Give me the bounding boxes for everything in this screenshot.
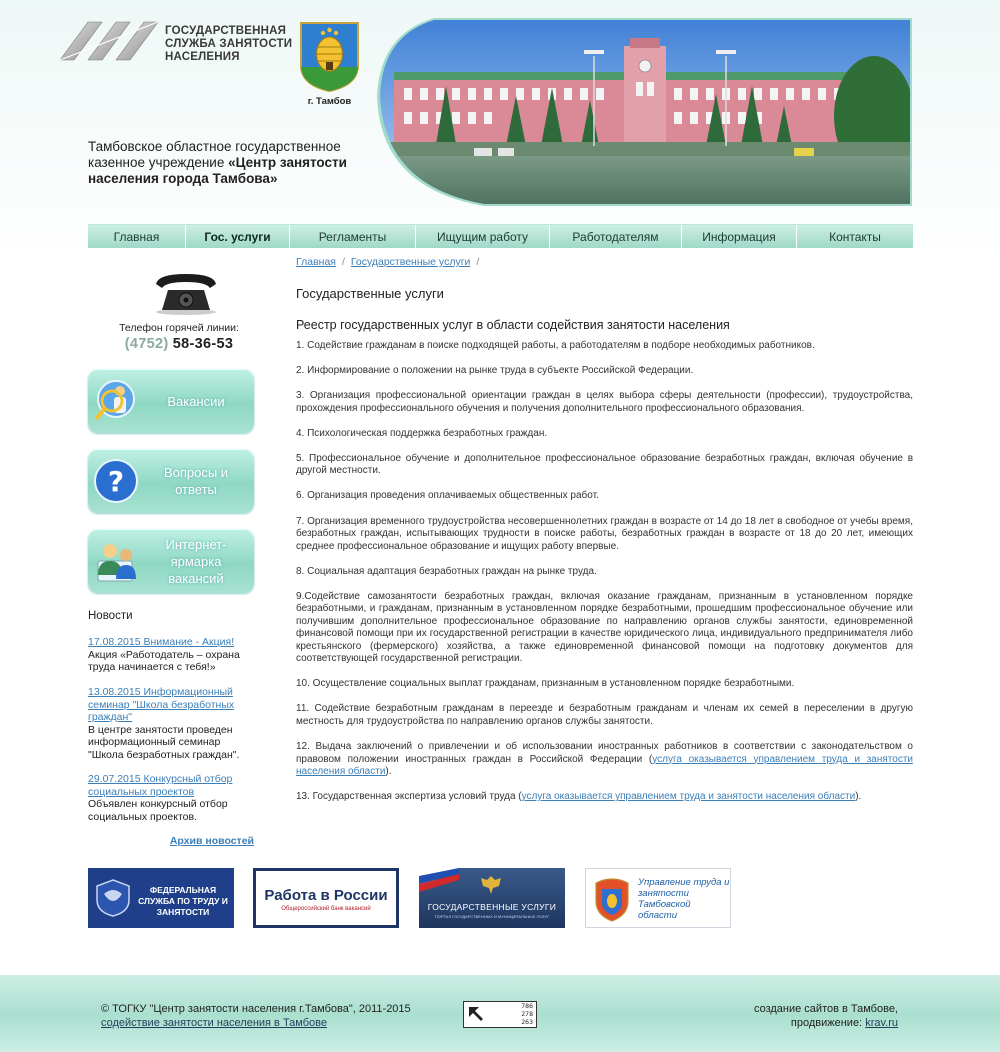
news-archive-link[interactable]: Архив новостей	[169, 835, 254, 847]
news-link[interactable]: 17.08.2015 Внимание - Акция!	[88, 636, 235, 648]
hotline-label: Телефон горячей линии:	[119, 322, 239, 334]
service-item	[296, 741, 913, 779]
service-text: 12. Выдача заключений о привлечении и об использовании иностранных работников в соответствии с законодательством о правовом положении иностранных граждан в Российской Федерации (	[296, 741, 913, 765]
credits-link[interactable]: krav.ru	[865, 1017, 898, 1029]
org-name: ГОСУДАРСТВЕННАЯ СЛУЖБА ЗАНЯТОСТИ НАСЕЛЕНИЯ	[165, 25, 293, 63]
vacancies-button-label: Вакансии	[167, 393, 225, 409]
nav-item-job-seekers[interactable]: Ищущим работу	[416, 225, 550, 249]
news-item	[88, 636, 254, 674]
tambov-coat-of-arms-icon	[299, 21, 360, 93]
visit-counter[interactable]	[463, 1001, 537, 1028]
breadcrumb-separator: /	[341, 256, 345, 268]
copyright-link[interactable]: содействие занятости населения в Тамбове	[101, 1017, 327, 1029]
institution-name	[88, 139, 363, 187]
nav-item-regulations[interactable]: Регламенты	[290, 225, 416, 249]
nav-item-home[interactable]: Главная	[88, 225, 186, 249]
institution-title: «Центр занятости населения города Тамбова»	[88, 155, 347, 186]
hotline-number	[88, 336, 270, 352]
service-item: 4. Психологическая поддержка безработных граждан.	[296, 427, 548, 439]
faq-button-label: Вопросы и ответы	[163, 465, 229, 497]
service-item: 5. Профессиональное обучение и дополнительное профессиональное образование безработных граждан, включая обучение в другой местности.	[296, 452, 913, 477]
employment-service-logo[interactable]	[58, 20, 163, 62]
vacancies-icon	[92, 375, 144, 427]
nav-item-information[interactable]: Информация	[682, 225, 797, 249]
services-list	[296, 340, 913, 816]
utzn-banner[interactable]	[585, 868, 731, 928]
faq-button[interactable]	[88, 449, 254, 513]
header-city-photo	[374, 16, 914, 208]
service-item: 11. Содействие безработным гражданам в переезде и безработным гражданам и членам их семей в переселении в другую местность для трудоустройства по направлению органов службы занятости.	[296, 703, 913, 727]
utzn-banner-text: Управление труда и занятости Тамбовской области	[638, 877, 730, 921]
vacancies-button[interactable]	[88, 369, 254, 433]
service-suffix: ).	[385, 766, 392, 778]
service-item: 9.Содействие самозанятости безработных граждан, включая оказание гражданам, признанным в установленном порядке безработными, и гражданам, признанным в установленном порядке безработными, прошедшим профессиональное обучение или получившим дополнительное профессиональное образование по направлению органов службы занятости, единовременной финансовой помощи при их государственной регистрации в качестве юридического лица, индивидуального предпринимателя либо крестьянского (фермерского) хозяйства, а также единовременной финансовой помощи на подготовку документов для соответствующей государственной регистрации.	[296, 590, 913, 665]
job-fair-button-label: Интернет-ярмарка вакансий	[165, 536, 227, 586]
credits-line: создание сайтов в Тамбове,	[753, 1003, 898, 1015]
telephone-icon	[152, 270, 220, 316]
question-icon	[92, 455, 144, 507]
copyright	[101, 1002, 411, 1030]
main-navigation	[88, 224, 913, 248]
counter-arrow-icon	[467, 1005, 485, 1023]
service-link[interactable]: услуга оказывается управлением труда и занятости населения области	[296, 753, 913, 778]
service-item: 1. Содействие гражданам в поиске подходящей работы, а работодателям в подборе необходимых работников.	[296, 340, 815, 351]
breadcrumb-current[interactable]: Государственные услуги	[350, 256, 471, 268]
news-link[interactable]: 29.07.2015 Конкурсный отбор социальных проектов	[88, 773, 233, 798]
credits-prefix: продвижение:	[790, 1017, 866, 1029]
counter-value: 786	[521, 1002, 533, 1010]
service-item	[296, 791, 913, 804]
trudvsem-banner[interactable]	[253, 868, 399, 928]
service-item: 7. Организация временного трудоустройства несовершеннолетних граждан в возрасте от 14 до 18 лет в свободное от учебы время, безработных граждан, испытывающих трудности в поиске работы, безработных граждан в возрасте от 18 до 20 лет, имеющих среднее профессиональное образование и ищущих работу впервые.	[296, 515, 913, 552]
service-link[interactable]: услуга оказывается управлением труда и занятости населения области	[521, 791, 856, 803]
job-fair-button[interactable]	[88, 529, 254, 593]
tambov-region-emblem-icon	[590, 875, 634, 923]
news-link[interactable]: 13.08.2015 Информационный семинар "Школа безработных граждан"	[88, 686, 235, 723]
service-item: 10. Осуществление социальных выплат гражданам, признанным в установленном порядке безработными.	[296, 678, 795, 690]
gosuslugi-banner-title: ГОСУДАРСТВЕННЫЕ УСЛУГИ	[427, 902, 557, 912]
news-item	[88, 686, 254, 761]
state-eagle-icon	[479, 874, 503, 896]
nav-item-gov-services[interactable]: Гос. услуги	[186, 225, 290, 249]
svg-text:?: ?	[107, 465, 125, 498]
rostrud-banner-text: ФЕДЕРАЛЬНАЯ СЛУЖБА ПО ТРУДУ И ЗАНЯТОСТИ	[138, 885, 228, 917]
trudvsem-banner-subtitle: Общероссийский банк вакансий	[281, 906, 371, 912]
news-text: Объявлен конкурсный отбор социальных проектов.	[88, 798, 228, 823]
rostrud-emblem-icon	[94, 878, 132, 918]
service-item: 6. Организация проведения оплачиваемых общественных работ.	[296, 490, 599, 502]
copyright-text: © ТОГКУ "Центр занятости населения г.Тамбова", 2011-2015	[101, 1003, 411, 1015]
service-item: 2. Информирование о положении на рынке труда в субъекте Российской Федерации.	[296, 365, 694, 377]
registry-title: Реестр государственных услуг в области содействия занятости населения	[296, 318, 730, 332]
service-text: 13. Государственная экспертиза условий труда (	[296, 791, 522, 803]
institution-prefix: Тамбовское областное государственное казенное учреждение	[88, 139, 341, 170]
news-item	[88, 773, 254, 823]
russian-flag-icon	[419, 868, 459, 894]
gosuslugi-banner[interactable]	[419, 868, 565, 928]
site-credits	[754, 1002, 898, 1030]
service-item: 3. Организация профессиональной ориентации граждан в целях выбора сферы деятельности (профессии), трудоустройства, прохождения профессионального обучения и получения дополнительного профессионального образования.	[296, 390, 913, 414]
news-heading: Новости	[88, 610, 133, 622]
breadcrumb	[296, 256, 485, 268]
page-title: Государственные услуги	[296, 286, 444, 301]
trudvsem-banner-title: Работа в России	[264, 887, 388, 904]
gosuslugi-banner-subtitle: ПОРТАЛ ГОСУДАРСТВЕННЫХ И МУНИЦИПАЛЬНЫХ УСЛУГ	[434, 914, 550, 919]
city-caption: г. Тамбов	[307, 96, 352, 107]
breadcrumb-home[interactable]: Главная	[296, 256, 336, 268]
people-icon	[92, 535, 144, 587]
nav-item-contacts[interactable]: Контакты	[829, 230, 881, 244]
rostrud-banner[interactable]	[88, 868, 234, 928]
service-item: 8. Социальная адаптация безработных граждан на рынке труда.	[296, 565, 597, 577]
nav-item-employers[interactable]: Работодателям	[550, 225, 682, 249]
hotline-code: (4752)	[124, 336, 169, 352]
news-text: Акция «Работодатель – охрана труда начинается с тебя!»	[88, 648, 240, 673]
counter-value: 278	[521, 1010, 533, 1018]
breadcrumb-separator: /	[476, 256, 480, 268]
counter-value: 263	[521, 1018, 533, 1026]
hotline-digits: 58-36-53	[172, 336, 234, 352]
news-text: В центре занятости проведен информационный семинар "Школа безработных граждан".	[88, 723, 240, 761]
service-suffix: ).	[855, 791, 862, 803]
